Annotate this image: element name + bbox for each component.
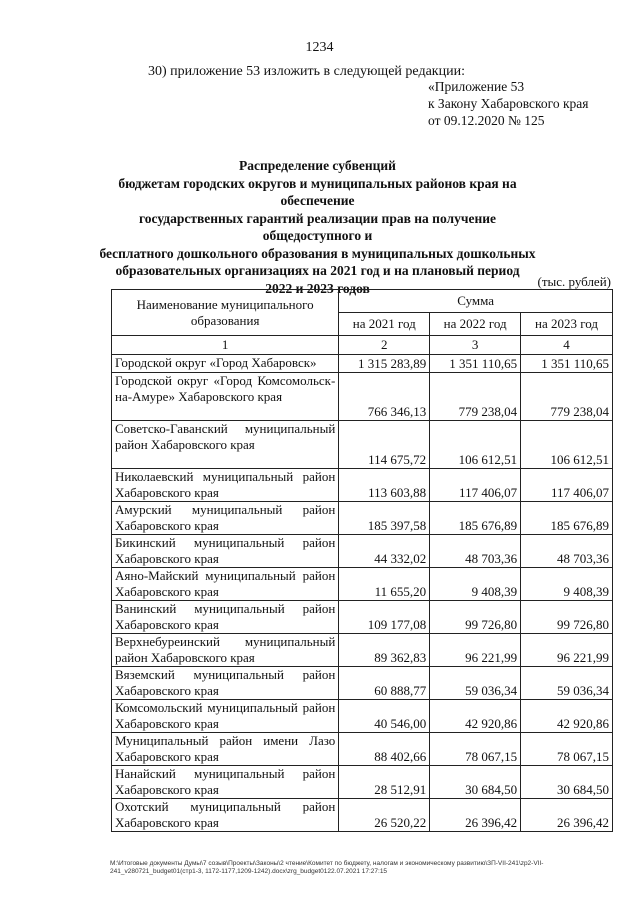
column-number: 4 [521,336,613,355]
value-2021: 28 512,91 [339,766,430,799]
municipality-name: Нанайский муниципальный район Хабаровского края [112,766,339,799]
value-2022: 1 351 110,65 [430,355,521,373]
municipality-name: Муниципальный район имени Лазо Хабаровского края [112,733,339,766]
value-2021: 109 177,08 [339,601,430,634]
table-row [112,700,613,733]
column-number: 2 [339,336,430,355]
value-2023: 1 351 110,65 [521,355,613,373]
municipality-name: Николаевский муниципальный район Хабаровского края [112,469,339,502]
table-row [112,373,613,421]
table-row [112,535,613,568]
table-header-row [112,290,613,313]
header-year-2021: на 2021 год [339,313,430,336]
value-2023: 48 703,36 [521,535,613,568]
header-name: Наименование муниципального образования [112,290,339,336]
value-2023: 96 221,99 [521,634,613,667]
value-2023: 26 396,42 [521,799,613,832]
table-body [112,355,613,832]
value-2023: 78 067,15 [521,733,613,766]
municipality-name: Вяземский муниципальный район Хабаровского края [112,667,339,700]
municipality-name: Верхнебуреинский муниципальный район Хабаровского края [112,634,339,667]
value-2021: 114 675,72 [339,421,430,469]
table-row [112,568,613,601]
value-2022: 117 406,07 [430,469,521,502]
table-row [112,634,613,667]
value-2021: 88 402,66 [339,733,430,766]
value-2022: 78 067,15 [430,733,521,766]
value-2022: 59 036,34 [430,667,521,700]
value-2022: 106 612,51 [430,421,521,469]
value-2023: 117 406,07 [521,469,613,502]
table-row [112,421,613,469]
title-line: государственных гарантий реализации прав на получение общедоступного и [139,210,496,243]
value-2021: 766 346,13 [339,373,430,421]
value-2023: 779 238,04 [521,373,613,421]
value-2021: 185 397,58 [339,502,430,535]
value-2023: 9 408,39 [521,568,613,601]
column-number-row [112,336,613,355]
value-2022: 9 408,39 [430,568,521,601]
value-2023: 30 684,50 [521,766,613,799]
municipality-name: Городской округ «Город Комсомольск-на-Амуре» Хабаровского края [112,373,339,421]
appendix-line: «Приложение 53 [428,79,525,94]
title-line: 2022 и 2023 годов [265,280,370,296]
value-2023: 59 036,34 [521,667,613,700]
value-2021: 1 315 283,89 [339,355,430,373]
value-2022: 96 221,99 [430,634,521,667]
title-line: образовательных организациях на 2021 год и на плановый период [115,263,520,278]
municipality-name: Ванинский муниципальный район Хабаровского края [112,601,339,634]
column-number: 3 [430,336,521,355]
value-2021: 113 603,88 [339,469,430,502]
appendix-line: к Закону Хабаровского края [428,96,589,111]
intro-text: 30) приложение 53 изложить в следующей редакции: [148,64,465,79]
municipality-name: Комсомольский муниципальный район Хабаровского края [112,700,339,733]
municipality-name: Аяно-Майский муниципальный район Хабаровского края [112,568,339,601]
municipality-name: Охотский муниципальный район Хабаровского края [112,799,339,832]
title-line: бюджетам городских округов и муниципальных районов края на обеспечение [118,175,517,208]
page-number: 1234 [305,40,334,55]
value-2021: 26 520,22 [339,799,430,832]
table-row [112,355,613,373]
value-2023: 99 726,80 [521,601,613,634]
value-2023: 42 920,86 [521,700,613,733]
appendix-heading [428,78,589,129]
value-2021: 40 546,00 [339,700,430,733]
table-row [112,766,613,799]
header-year-2023: на 2023 год [521,313,613,336]
table-row [112,733,613,766]
value-2023: 185 676,89 [521,502,613,535]
subsidy-table [111,289,613,832]
value-2022: 779 238,04 [430,373,521,421]
file-path-footer: M:\Итоговые документы Думы\7 созыв\Проекты\Законы\2 чтение\Комитет по бюджету, налогам и экономическому развитию\ЗП-VII-241\zp2-VII-241_v280721_budget01(стр1-3, 1172-1177,1209-1242).docx\zrg_budget0122.07.2021 17:27:15 [110,860,544,875]
value-2022: 42 920,86 [430,700,521,733]
municipality-name: Советско-Гаванский муниципальный район Хабаровского края [112,421,339,469]
value-2022: 99 726,80 [430,601,521,634]
value-2022: 185 676,89 [430,502,521,535]
value-2021: 60 888,77 [339,667,430,700]
document-title [95,157,540,297]
table-row [112,667,613,700]
municipality-name: Городской округ «Город Хабаровск» [112,355,339,373]
appendix-line: от 09.12.2020 № 125 [428,113,545,128]
value-2021: 44 332,02 [339,535,430,568]
title-line: бесплатного дошкольного образования в муниципальных дошкольных [99,245,536,261]
municipality-name: Амурский муниципальный район Хабаровского края [112,502,339,535]
value-2022: 30 684,50 [430,766,521,799]
title-line: Распределение субвенций [239,158,396,173]
table-row [112,469,613,502]
table-row [112,502,613,535]
municipality-name: Бикинский муниципальный район Хабаровского края [112,535,339,568]
table-row [112,799,613,832]
header-year-2022: на 2022 год [430,313,521,336]
value-2022: 48 703,36 [430,535,521,568]
column-number: 1 [112,336,339,355]
value-2022: 26 396,42 [430,799,521,832]
table-row [112,601,613,634]
units-label: (тыс. рублей) [537,274,611,289]
value-2021: 11 655,20 [339,568,430,601]
value-2023: 106 612,51 [521,421,613,469]
header-sum: Сумма [339,290,613,313]
value-2021: 89 362,83 [339,634,430,667]
